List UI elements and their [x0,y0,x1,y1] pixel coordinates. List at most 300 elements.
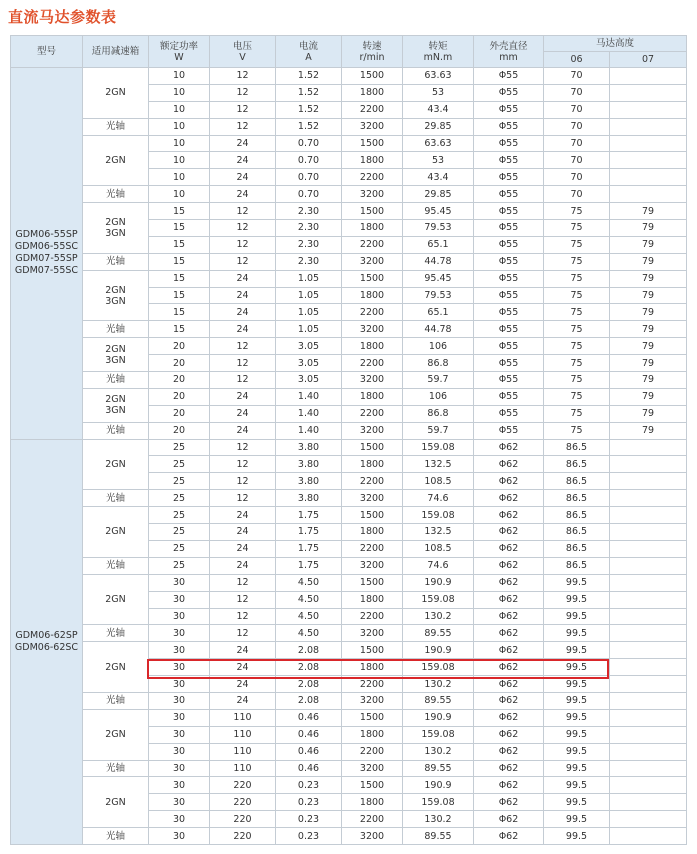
cell-speed: 3200 [342,557,403,574]
cell-current: 0.46 [276,726,342,743]
cell-gearbox: 光轴 [83,253,149,270]
cell-current: 1.40 [276,422,342,439]
cell-voltage: 24 [210,169,276,186]
cell-power: 30 [149,726,210,743]
cell-height-06: 99.5 [544,726,610,743]
cell-height-06: 70 [544,118,610,135]
cell-voltage: 12 [210,608,276,625]
cell-height-07 [610,743,687,760]
cell-voltage: 12 [210,68,276,85]
cell-speed: 2200 [342,473,403,490]
cell-diameter: Φ55 [474,321,544,338]
table-row [11,777,687,794]
cell-diameter: Φ62 [474,507,544,524]
cell-current: 1.52 [276,68,342,85]
cell-height-06: 99.5 [544,642,610,659]
cell-gearbox: 光轴 [83,625,149,642]
cell-height-07: 79 [610,338,687,355]
cell-power: 30 [149,743,210,760]
cell-height-07 [610,608,687,625]
cell-torque: 79.53 [403,287,474,304]
cell-diameter: Φ62 [474,608,544,625]
cell-voltage: 110 [210,709,276,726]
cell-diameter: Φ55 [474,152,544,169]
header-height-06: 06 [544,52,610,68]
cell-voltage: 12 [210,253,276,270]
cell-power: 30 [149,709,210,726]
cell-gearbox: 光轴 [83,828,149,845]
cell-speed: 1500 [342,642,403,659]
cell-diameter: Φ55 [474,169,544,186]
cell-speed: 1500 [342,135,403,152]
cell-height-06: 99.5 [544,625,610,642]
cell-power: 25 [149,473,210,490]
cell-current: 1.75 [276,507,342,524]
cell-gearbox: 2GN [83,642,149,693]
cell-current: 4.50 [276,608,342,625]
cell-torque: 43.4 [403,169,474,186]
cell-diameter: Φ55 [474,135,544,152]
cell-height-06: 70 [544,135,610,152]
cell-voltage: 12 [210,118,276,135]
cell-height-06: 75 [544,338,610,355]
cell-torque: 59.7 [403,422,474,439]
cell-diameter: Φ55 [474,338,544,355]
cell-diameter: Φ62 [474,490,544,507]
cell-torque: 190.9 [403,574,474,591]
cell-power: 25 [149,524,210,541]
cell-voltage: 12 [210,574,276,591]
cell-speed: 2200 [342,304,403,321]
cell-height-07 [610,591,687,608]
table-row [11,388,687,405]
table-row [11,557,687,574]
cell-height-06: 75 [544,372,610,389]
cell-height-06: 75 [544,236,610,253]
cell-power: 25 [149,557,210,574]
cell-current: 0.46 [276,709,342,726]
cell-current: 3.80 [276,456,342,473]
cell-height-07 [610,169,687,186]
cell-gearbox: 光轴 [83,372,149,389]
cell-current: 1.75 [276,524,342,541]
table-row [11,422,687,439]
cell-torque: 130.2 [403,811,474,828]
cell-height-06: 75 [544,388,610,405]
cell-speed: 1800 [342,794,403,811]
cell-current: 2.08 [276,676,342,693]
header-voltage: 电压 V [210,36,276,68]
cell-height-07 [610,726,687,743]
cell-height-07: 79 [610,355,687,372]
cell-speed: 1500 [342,203,403,220]
cell-torque: 29.85 [403,118,474,135]
cell-speed: 2200 [342,676,403,693]
cell-height-06: 99.5 [544,777,610,794]
cell-height-07: 79 [610,203,687,220]
header-power: 额定功率 W [149,36,210,68]
cell-height-07 [610,642,687,659]
cell-height-06: 75 [544,270,610,287]
cell-diameter: Φ55 [474,101,544,118]
header-height: 马达高度 [544,36,687,52]
cell-height-06: 99.5 [544,743,610,760]
cell-voltage: 220 [210,828,276,845]
cell-height-06: 75 [544,253,610,270]
cell-torque: 29.85 [403,186,474,203]
cell-height-07: 79 [610,422,687,439]
cell-torque: 159.08 [403,439,474,456]
cell-gearbox: 2GN [83,507,149,558]
cell-speed: 1800 [342,287,403,304]
cell-diameter: Φ55 [474,118,544,135]
cell-height-06: 70 [544,84,610,101]
cell-height-07 [610,152,687,169]
cell-height-06: 75 [544,422,610,439]
cell-speed: 2200 [342,101,403,118]
cell-current: 2.30 [276,220,342,237]
cell-diameter: Φ62 [474,473,544,490]
cell-power: 15 [149,287,210,304]
cell-height-07: 79 [610,270,687,287]
cell-height-06: 99.5 [544,574,610,591]
cell-power: 10 [149,135,210,152]
header-current: 电流 A [276,36,342,68]
cell-power: 30 [149,828,210,845]
cell-voltage: 12 [210,84,276,101]
cell-height-06: 86.5 [544,490,610,507]
cell-diameter: Φ62 [474,439,544,456]
cell-power: 15 [149,236,210,253]
cell-height-07: 79 [610,220,687,237]
cell-current: 2.08 [276,692,342,709]
cell-height-07: 79 [610,405,687,422]
cell-current: 0.70 [276,186,342,203]
cell-speed: 1800 [342,152,403,169]
cell-torque: 108.5 [403,473,474,490]
cell-speed: 1500 [342,507,403,524]
cell-power: 20 [149,372,210,389]
cell-diameter: Φ62 [474,540,544,557]
cell-power: 30 [149,574,210,591]
cell-gearbox: 光轴 [83,490,149,507]
cell-height-06: 99.5 [544,709,610,726]
cell-torque: 95.45 [403,203,474,220]
cell-diameter: Φ55 [474,372,544,389]
cell-height-06: 75 [544,405,610,422]
cell-height-06: 86.5 [544,557,610,574]
cell-torque: 190.9 [403,642,474,659]
cell-height-07 [610,101,687,118]
table-row [11,625,687,642]
cell-gearbox: 2GN 3GN [83,270,149,321]
cell-speed: 3200 [342,372,403,389]
cell-diameter: Φ55 [474,236,544,253]
table-row [11,490,687,507]
cell-speed: 3200 [342,692,403,709]
cell-current: 2.30 [276,253,342,270]
cell-gearbox: 2GN [83,574,149,625]
cell-height-07: 79 [610,372,687,389]
cell-height-07 [610,456,687,473]
cell-voltage: 110 [210,743,276,760]
cell-gearbox: 光轴 [83,692,149,709]
cell-gearbox: 2GN 3GN [83,338,149,372]
cell-diameter: Φ55 [474,68,544,85]
motor-params-table [10,35,687,845]
cell-speed: 2200 [342,811,403,828]
cell-height-07 [610,118,687,135]
cell-speed: 2200 [342,405,403,422]
cell-power: 10 [149,118,210,135]
cell-diameter: Φ55 [474,287,544,304]
cell-speed: 3200 [342,422,403,439]
table-row [11,372,687,389]
cell-voltage: 24 [210,676,276,693]
cell-gearbox: 2GN 3GN [83,203,149,254]
cell-height-06: 70 [544,101,610,118]
cell-current: 3.05 [276,338,342,355]
cell-current: 4.50 [276,574,342,591]
cell-speed: 2200 [342,355,403,372]
cell-height-06: 99.5 [544,760,610,777]
cell-diameter: Φ55 [474,355,544,372]
cell-height-06: 86.5 [544,540,610,557]
cell-height-06: 70 [544,169,610,186]
cell-diameter: Φ62 [474,676,544,693]
cell-current: 2.30 [276,203,342,220]
cell-diameter: Φ62 [474,811,544,828]
cell-voltage: 24 [210,642,276,659]
cell-voltage: 24 [210,388,276,405]
cell-speed: 2200 [342,540,403,557]
cell-height-07 [610,84,687,101]
header-speed: 转速 r/min [342,36,403,68]
cell-current: 1.40 [276,388,342,405]
cell-diameter: Φ55 [474,253,544,270]
cell-gearbox: 2GN [83,777,149,828]
cell-diameter: Φ62 [474,659,544,676]
cell-power: 30 [149,659,210,676]
cell-voltage: 12 [210,101,276,118]
cell-gearbox: 光轴 [83,186,149,203]
cell-voltage: 12 [210,355,276,372]
cell-torque: 59.7 [403,372,474,389]
cell-height-06: 86.5 [544,473,610,490]
cell-current: 0.46 [276,760,342,777]
cell-height-07 [610,507,687,524]
cell-power: 15 [149,270,210,287]
cell-power: 30 [149,777,210,794]
table-row [11,574,687,591]
cell-power: 30 [149,794,210,811]
cell-voltage: 12 [210,490,276,507]
cell-voltage: 12 [210,591,276,608]
cell-torque: 159.08 [403,726,474,743]
cell-current: 1.75 [276,540,342,557]
cell-current: 1.40 [276,405,342,422]
cell-height-06: 75 [544,304,610,321]
cell-diameter: Φ62 [474,625,544,642]
cell-power: 10 [149,169,210,186]
cell-power: 10 [149,186,210,203]
cell-speed: 1800 [342,591,403,608]
cell-power: 30 [149,625,210,642]
cell-speed: 3200 [342,118,403,135]
cell-diameter: Φ62 [474,828,544,845]
cell-power: 20 [149,355,210,372]
cell-diameter: Φ62 [474,692,544,709]
cell-diameter: Φ55 [474,84,544,101]
cell-height-07 [610,473,687,490]
cell-torque: 63.63 [403,135,474,152]
cell-speed: 1800 [342,726,403,743]
cell-power: 10 [149,101,210,118]
table-row [11,186,687,203]
cell-diameter: Φ55 [474,388,544,405]
cell-speed: 3200 [342,253,403,270]
cell-diameter: Φ62 [474,524,544,541]
cell-torque: 106 [403,338,474,355]
cell-current: 4.50 [276,625,342,642]
cell-current: 1.05 [276,304,342,321]
cell-power: 25 [149,456,210,473]
cell-height-07 [610,490,687,507]
cell-voltage: 24 [210,186,276,203]
cell-current: 0.46 [276,743,342,760]
cell-torque: 89.55 [403,625,474,642]
table-row [11,68,687,85]
table-row [11,692,687,709]
cell-gearbox: 光轴 [83,321,149,338]
cell-gearbox: 2GN [83,135,149,186]
cell-power: 10 [149,68,210,85]
cell-gearbox: 2GN [83,68,149,119]
table-row [11,709,687,726]
cell-height-06: 86.5 [544,456,610,473]
cell-power: 25 [149,540,210,557]
cell-height-07: 79 [610,253,687,270]
cell-speed: 1800 [342,388,403,405]
cell-power: 15 [149,203,210,220]
table-row [11,439,687,456]
cell-speed: 1800 [342,524,403,541]
cell-voltage: 110 [210,726,276,743]
cell-power: 20 [149,405,210,422]
cell-speed: 3200 [342,828,403,845]
cell-voltage: 24 [210,557,276,574]
cell-current: 2.08 [276,642,342,659]
cell-current: 1.05 [276,270,342,287]
cell-current: 3.80 [276,490,342,507]
cell-height-07: 79 [610,388,687,405]
cell-power: 30 [149,811,210,828]
cell-height-07 [610,709,687,726]
cell-height-07 [610,659,687,676]
cell-height-07 [610,557,687,574]
cell-voltage: 24 [210,287,276,304]
cell-torque: 65.1 [403,304,474,321]
cell-height-07: 79 [610,321,687,338]
table-row [11,507,687,524]
cell-voltage: 24 [210,304,276,321]
cell-gearbox: 光轴 [83,422,149,439]
cell-current: 0.23 [276,777,342,794]
table-row [11,270,687,287]
cell-current: 2.30 [276,236,342,253]
cell-diameter: Φ62 [474,642,544,659]
cell-diameter: Φ55 [474,422,544,439]
cell-height-06: 99.5 [544,828,610,845]
header-height-07: 07 [610,52,687,68]
cell-height-06: 70 [544,68,610,85]
cell-torque: 130.2 [403,608,474,625]
cell-speed: 1500 [342,439,403,456]
cell-torque: 159.08 [403,507,474,524]
cell-speed: 1500 [342,270,403,287]
cell-power: 15 [149,253,210,270]
table-row [11,253,687,270]
cell-power: 30 [149,676,210,693]
cell-diameter: Φ62 [474,794,544,811]
cell-diameter: Φ62 [474,760,544,777]
cell-height-06: 70 [544,186,610,203]
cell-diameter: Φ62 [474,456,544,473]
cell-model: GDM06-62SP GDM06-62SC [11,439,83,844]
cell-diameter: Φ62 [474,591,544,608]
cell-power: 15 [149,304,210,321]
cell-power: 10 [149,152,210,169]
cell-height-06: 99.5 [544,659,610,676]
header-torque: 转矩 mN.m [403,36,474,68]
cell-voltage: 12 [210,625,276,642]
table-row [11,118,687,135]
cell-torque: 95.45 [403,270,474,287]
cell-height-07 [610,439,687,456]
cell-current: 1.75 [276,557,342,574]
cell-current: 0.23 [276,811,342,828]
table-row [11,642,687,659]
page-title: 直流马达参数表 [8,8,117,26]
cell-current: 1.52 [276,101,342,118]
cell-diameter: Φ62 [474,574,544,591]
cell-current: 1.05 [276,321,342,338]
cell-current: 1.52 [276,84,342,101]
cell-diameter: Φ62 [474,743,544,760]
header-gearbox: 适用减速箱 [83,36,149,68]
cell-voltage: 24 [210,422,276,439]
cell-speed: 2200 [342,608,403,625]
cell-diameter: Φ62 [474,557,544,574]
cell-voltage: 110 [210,760,276,777]
cell-diameter: Φ55 [474,304,544,321]
cell-torque: 159.08 [403,591,474,608]
cell-voltage: 24 [210,692,276,709]
cell-diameter: Φ55 [474,270,544,287]
cell-current: 3.80 [276,473,342,490]
cell-height-06: 99.5 [544,608,610,625]
cell-torque: 53 [403,152,474,169]
cell-power: 30 [149,642,210,659]
cell-voltage: 24 [210,321,276,338]
cell-height-07: 79 [610,304,687,321]
cell-power: 15 [149,321,210,338]
cell-torque: 108.5 [403,540,474,557]
cell-height-07 [610,625,687,642]
cell-torque: 159.08 [403,794,474,811]
cell-voltage: 12 [210,203,276,220]
cell-torque: 44.78 [403,321,474,338]
